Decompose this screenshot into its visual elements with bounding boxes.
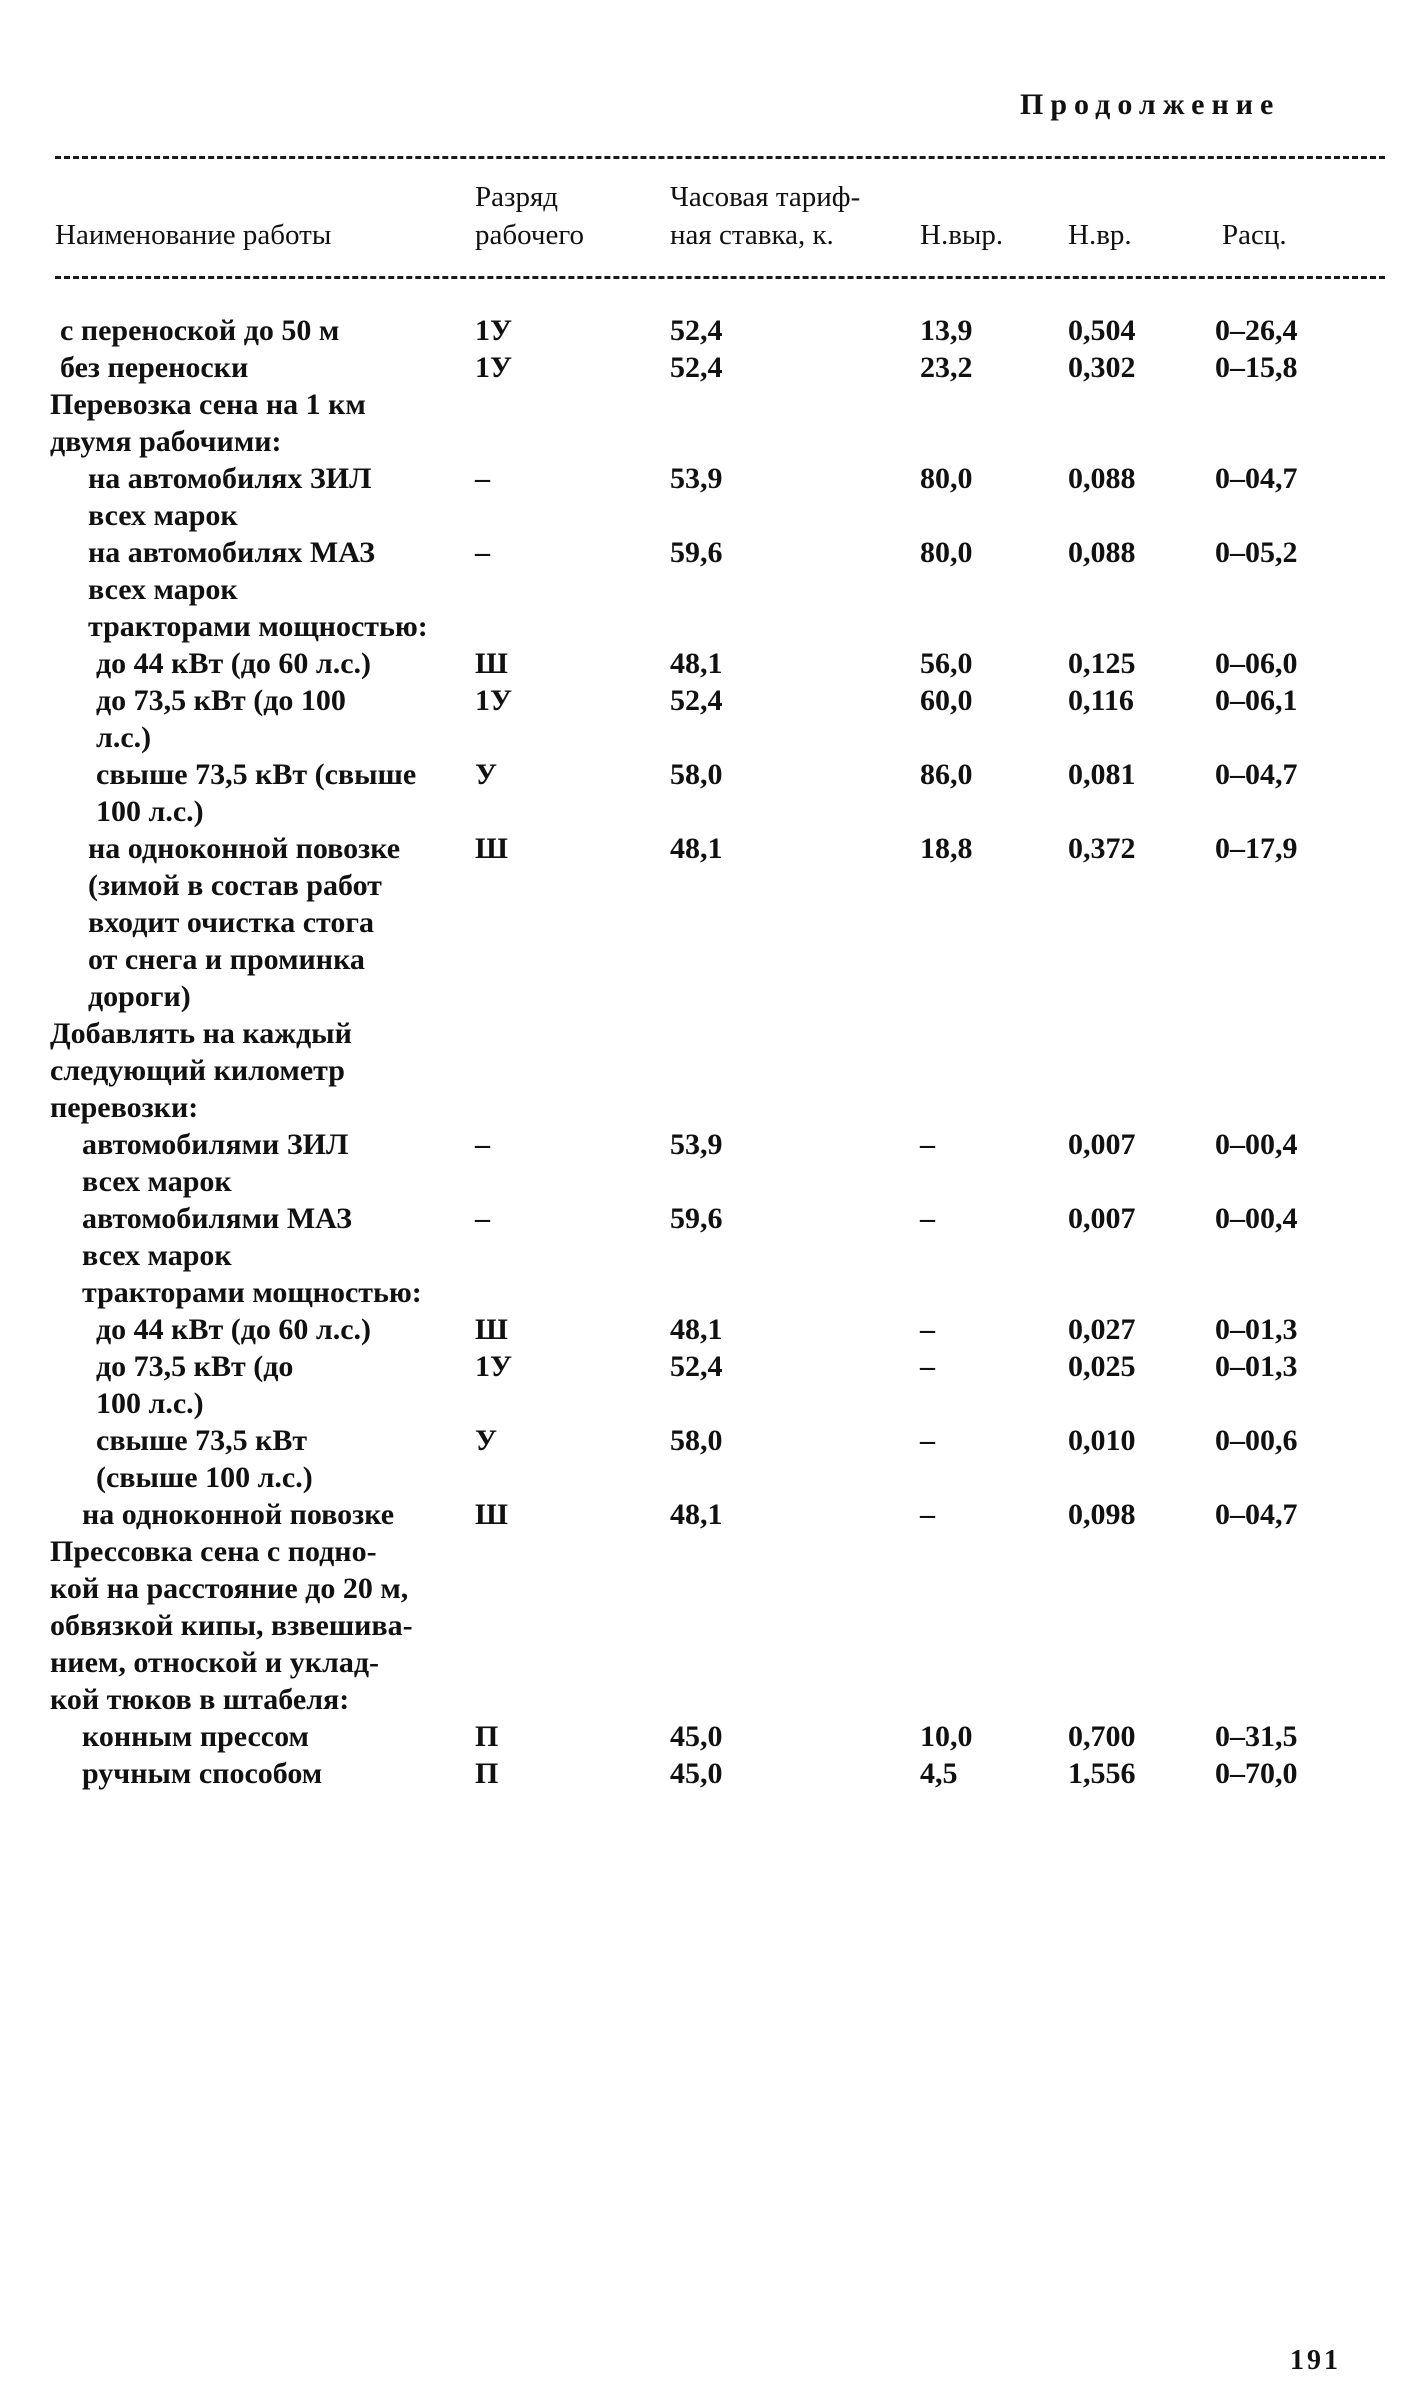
work-name-line: с переноской до 50 м [60, 314, 340, 347]
table-row [0, 756, 1428, 830]
header-price-line: Расц. [1222, 219, 1287, 251]
work-name-line: на автомобилях МАЗ [88, 536, 375, 569]
worker-grade: У [475, 1424, 498, 1457]
work-name-line: всех марок [88, 499, 238, 532]
work-name-line: Добавлять на каждый [50, 1017, 352, 1050]
piece-rate: 0–01,3 [1215, 1350, 1298, 1383]
time-norm: 0,025 [1068, 1350, 1136, 1383]
work-name-line: до 44 кВт (до 60 л.с.) [96, 647, 372, 680]
work-name-line: (зимой в состав работ [88, 869, 382, 902]
worker-grade: – [475, 1202, 490, 1235]
work-name-line: до 44 кВт (до 60 л.с.) [96, 1313, 372, 1346]
time-norm: 0,302 [1068, 351, 1136, 384]
work-name-line: конным прессом [82, 1720, 309, 1753]
header-grade [475, 178, 584, 254]
output-norm: 86,0 [920, 758, 973, 791]
hourly-rate: 53,9 [670, 462, 723, 495]
work-name-line: на автомобилях ЗИЛ [88, 462, 372, 495]
work-name-line: обвязкой кипы, взвешива- [50, 1609, 413, 1642]
piece-rate: 0–06,1 [1215, 684, 1298, 717]
table-row [0, 608, 1428, 645]
work-name-line: всех марок [82, 1239, 232, 1272]
work-name-line: перевозки: [50, 1091, 199, 1124]
page-number: 191 [1290, 2345, 1341, 2376]
output-norm: 18,8 [920, 832, 973, 865]
header-rate [670, 178, 860, 254]
table-row [0, 349, 1428, 386]
work-name-line: (свыше 100 л.с.) [96, 1461, 313, 1494]
output-norm: 60,0 [920, 684, 973, 717]
work-name-line: до 73,5 кВт (до 100 [96, 684, 346, 717]
work-name-line: всех марок [88, 573, 238, 606]
hourly-rate: 53,9 [670, 1128, 723, 1161]
table-row [0, 1015, 1428, 1126]
time-norm: 1,556 [1068, 1757, 1136, 1790]
piece-rate: 0–70,0 [1215, 1757, 1298, 1790]
table-row [0, 1422, 1428, 1496]
piece-rate: 0–00,4 [1215, 1202, 1298, 1235]
worker-grade: 1У [475, 684, 513, 717]
time-norm: 0,098 [1068, 1498, 1136, 1531]
table-row [0, 460, 1428, 534]
work-name-line: без переноски [60, 351, 249, 384]
table-row [0, 830, 1428, 1015]
output-norm: 13,9 [920, 314, 973, 347]
work-name-line: дороги) [88, 980, 191, 1013]
output-norm: – [920, 1128, 935, 1161]
table-row [0, 1755, 1428, 1792]
work-name-line: кой на расстояние до 20 м, [50, 1572, 409, 1605]
header-grade-line: рабочего [475, 219, 585, 251]
work-name-line: нием, отноской и уклад- [50, 1646, 380, 1679]
work-name-line: от снега и проминка [88, 943, 365, 976]
time-norm: 0,700 [1068, 1720, 1136, 1753]
table-row [0, 386, 1428, 460]
time-norm: 0,504 [1068, 314, 1136, 347]
worker-grade: Ш [475, 647, 508, 680]
piece-rate: 0–01,3 [1215, 1313, 1298, 1346]
hourly-rate: 48,1 [670, 1498, 723, 1531]
work-name-line: свыше 73,5 кВт (свыше [96, 758, 417, 791]
time-norm: 0,088 [1068, 536, 1136, 569]
time-norm: 0,007 [1068, 1202, 1136, 1235]
table-row [0, 312, 1428, 349]
work-name-line: ручным способом [82, 1757, 323, 1790]
piece-rate: 0–05,2 [1215, 536, 1298, 569]
output-norm: 4,5 [920, 1757, 958, 1790]
work-name-line: двумя рабочими: [50, 425, 282, 458]
hourly-rate: 48,1 [670, 1313, 723, 1346]
table-header [0, 178, 1428, 268]
header-rate-line: Часовая тариф- [670, 181, 861, 213]
work-name-line: входит очистка стога [88, 906, 374, 939]
hourly-rate: 52,4 [670, 351, 723, 384]
piece-rate: 0–31,5 [1215, 1720, 1298, 1753]
work-name-line: до 73,5 кВт (до [96, 1350, 294, 1383]
table-row [0, 682, 1428, 756]
output-norm: 80,0 [920, 536, 973, 569]
worker-grade: Ш [475, 832, 508, 865]
worker-grade: У [475, 758, 498, 791]
table-row [0, 645, 1428, 682]
hourly-rate: 58,0 [670, 758, 723, 791]
work-name-line: автомобилями МАЗ [82, 1202, 352, 1235]
table-row [0, 1274, 1428, 1311]
table-row [0, 1126, 1428, 1200]
work-name-line: всех марок [82, 1165, 232, 1198]
hourly-rate: 52,4 [670, 1350, 723, 1383]
output-norm: – [920, 1313, 935, 1346]
time-norm: 0,027 [1068, 1313, 1136, 1346]
piece-rate: 0–04,7 [1215, 758, 1298, 791]
piece-rate: 0–00,6 [1215, 1424, 1298, 1457]
table-row [0, 1200, 1428, 1274]
work-name-line: тракторами мощностью: [82, 1276, 422, 1309]
work-name [0, 1533, 1428, 1718]
time-norm: 0,372 [1068, 832, 1136, 865]
output-norm: – [920, 1498, 935, 1531]
time-norm: 0,010 [1068, 1424, 1136, 1457]
header-price [1222, 216, 1287, 254]
table-row [0, 1311, 1428, 1348]
work-name-line: тракторами мощностью: [88, 610, 428, 643]
time-norm: 0,007 [1068, 1128, 1136, 1161]
header-rate-line: ная ставка, к. [670, 219, 834, 251]
header-name [55, 216, 331, 254]
time-norm: 0,125 [1068, 647, 1136, 680]
hourly-rate: 48,1 [670, 832, 723, 865]
table-row [0, 1533, 1428, 1718]
hourly-rate: 45,0 [670, 1720, 723, 1753]
piece-rate: 0–17,9 [1215, 832, 1298, 865]
hourly-rate: 48,1 [670, 647, 723, 680]
worker-grade: – [475, 462, 490, 495]
worker-grade: 1У [475, 1350, 513, 1383]
work-name [0, 386, 1428, 460]
work-name-line: на одноконной повозке [88, 832, 401, 865]
work-name [0, 1274, 1428, 1311]
worker-grade: П [475, 1720, 499, 1753]
piece-rate: 0–26,4 [1215, 314, 1298, 347]
piece-rate: 0–04,7 [1215, 1498, 1298, 1531]
table-row [0, 1496, 1428, 1533]
work-name-line: 100 л.с.) [96, 795, 204, 828]
worker-grade: Ш [475, 1498, 508, 1531]
hourly-rate: 52,4 [670, 314, 723, 347]
piece-rate: 0–00,4 [1215, 1128, 1298, 1161]
work-name-line: следующий километр [50, 1054, 345, 1087]
worker-grade: 1У [475, 314, 513, 347]
output-norm: 10,0 [920, 1720, 973, 1753]
work-name [0, 1015, 1428, 1126]
top-rule [55, 156, 1385, 159]
header-output [920, 216, 1003, 254]
table-row [0, 1348, 1428, 1422]
work-name-line: автомобилями ЗИЛ [82, 1128, 349, 1161]
worker-grade: 1У [475, 351, 513, 384]
hourly-rate: 59,6 [670, 1202, 723, 1235]
header-output-line: Н.выр. [920, 219, 1004, 251]
hourly-rate: 45,0 [670, 1757, 723, 1790]
worker-grade: – [475, 536, 490, 569]
work-name-line: Перевозка сена на 1 км [50, 388, 366, 421]
time-norm: 0,081 [1068, 758, 1136, 791]
piece-rate: 0–06,0 [1215, 647, 1298, 680]
piece-rate: 0–04,7 [1215, 462, 1298, 495]
work-name-line: л.с.) [96, 721, 152, 754]
hourly-rate: 59,6 [670, 536, 723, 569]
worker-grade: Ш [475, 1313, 508, 1346]
work-name-line: кой тюков в штабеля: [50, 1683, 350, 1716]
continued-label: Продолжение [1020, 88, 1281, 121]
hourly-rate: 58,0 [670, 1424, 723, 1457]
output-norm: – [920, 1202, 935, 1235]
output-norm: – [920, 1350, 935, 1383]
work-name [0, 608, 1428, 645]
header-time [1068, 216, 1132, 254]
time-norm: 0,116 [1068, 684, 1134, 717]
table-row [0, 534, 1428, 608]
table-body [0, 312, 1428, 1792]
table-row [0, 1718, 1428, 1755]
output-norm: 80,0 [920, 462, 973, 495]
work-name-line: свыше 73,5 кВт [96, 1424, 308, 1457]
output-norm: 56,0 [920, 647, 973, 680]
work-name-line: Прессовка сена с подно- [50, 1535, 377, 1568]
output-norm: – [920, 1424, 935, 1457]
time-norm: 0,088 [1068, 462, 1136, 495]
header-name-line: Наименование работы [55, 219, 332, 251]
output-norm: 23,2 [920, 351, 973, 384]
worker-grade: – [475, 1128, 490, 1161]
header-grade-line: Разряд [475, 181, 559, 213]
piece-rate: 0–15,8 [1215, 351, 1298, 384]
worker-grade: П [475, 1757, 499, 1790]
header-rule [55, 276, 1385, 279]
work-name-line: 100 л.с.) [96, 1387, 204, 1420]
header-time-line: Н.вр. [1068, 219, 1132, 251]
work-name-line: на одноконной повозке [82, 1498, 395, 1531]
hourly-rate: 52,4 [670, 684, 723, 717]
